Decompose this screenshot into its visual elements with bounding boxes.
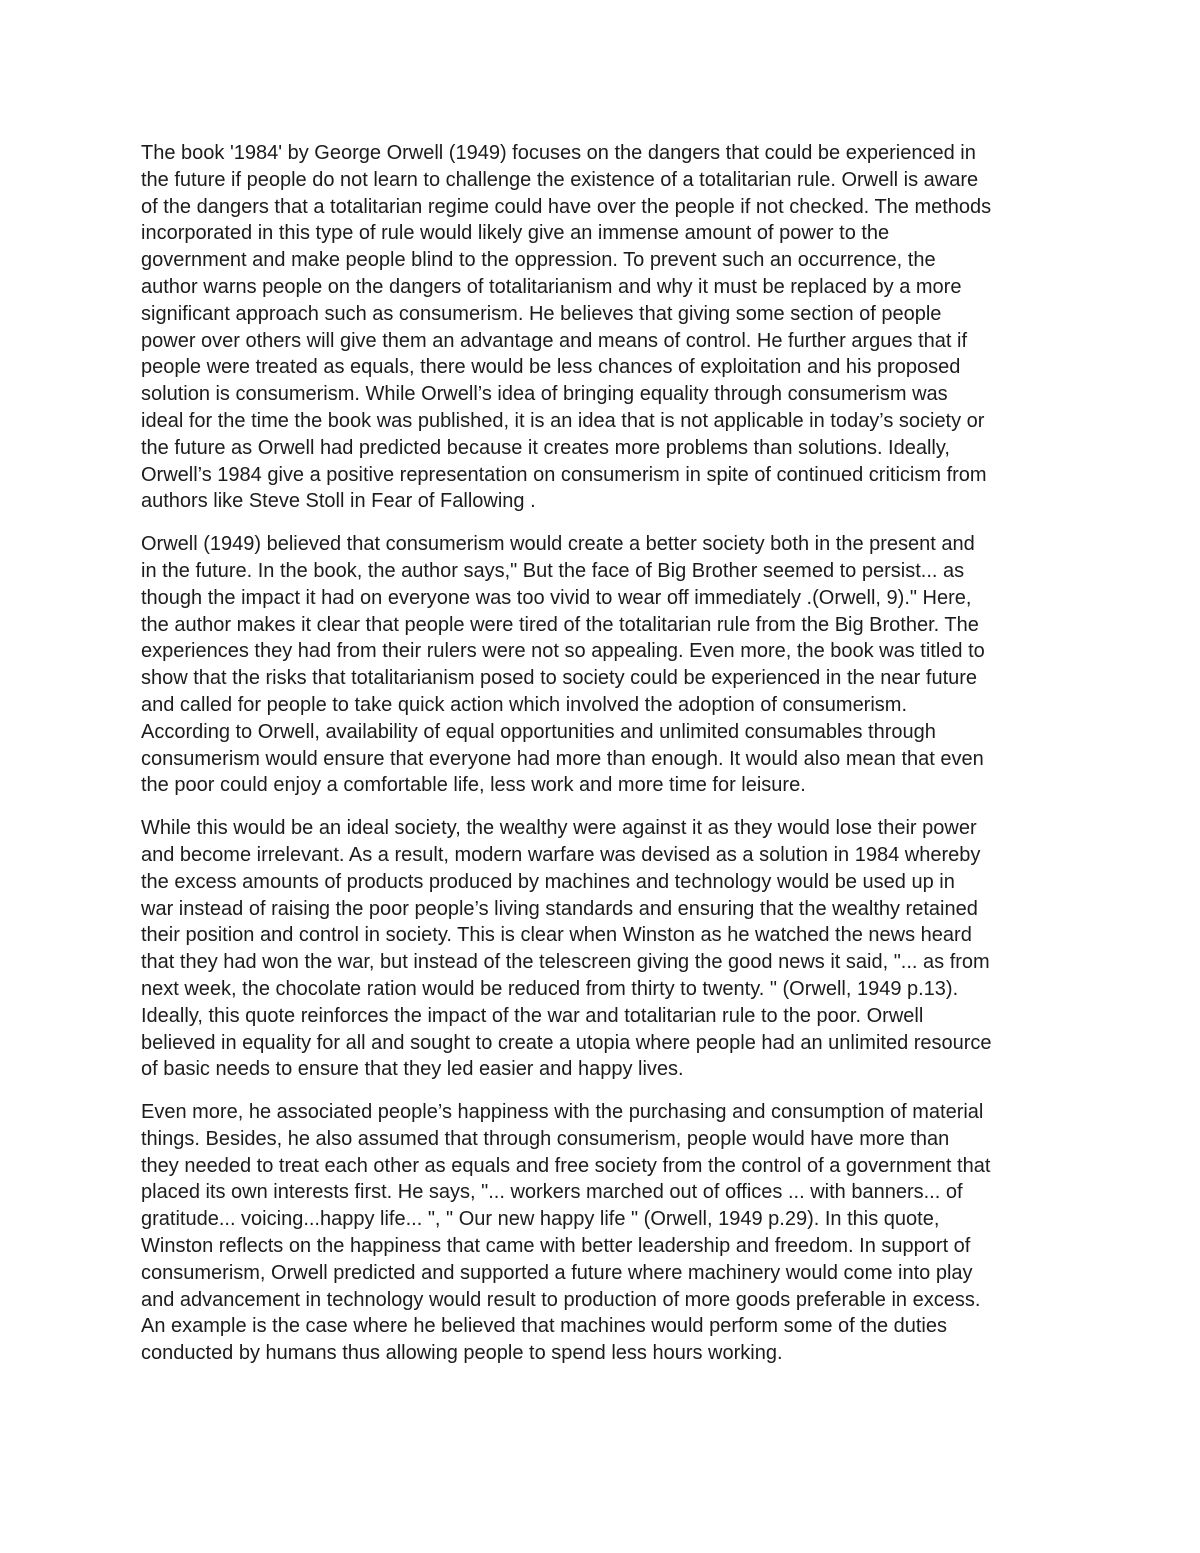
paragraph-4 [141, 1099, 1071, 1367]
text-line: in the future. In the book, the author says," But the face of Big Brother seemed to persist... as [141, 559, 965, 582]
text-line: consumerism would ensure that everyone had more than enough. It would also mean that even [141, 747, 984, 770]
text-line: author warns people on the dangers of totalitarianism and why it must be replaced by a more [141, 275, 962, 298]
text-line: next week, the chocolate ration would be reduced from thirty to twenty. " (Orwell, 1949 p.13). [141, 977, 959, 1000]
text-line: incorporated in this type of rule would likely give an immense amount of power to the [141, 222, 890, 245]
text-line: war instead of raising the poor people’s living standards and ensuring that the wealthy retained [141, 897, 978, 920]
text-line: Ideally, this quote reinforces the impact of the war and totalitarian rule to the poor. Orwell [141, 1004, 924, 1027]
text-line: The book '1984' by George Orwell (1949) focuses on the dangers that could be experienced in [141, 142, 976, 164]
text-line: they needed to treat each other as equals and free society from the control of a government that [141, 1154, 991, 1177]
text-line: the excess amounts of products produced by machines and technology would be used up in [141, 870, 955, 893]
text-line: Winston reflects on the happiness that came with better leadership and freedom. In support of [141, 1235, 971, 1258]
text-line: their position and control in society. This is clear when Winston as he watched the news heard [141, 924, 972, 947]
text-line: the poor could enjoy a comfortable life, less work and more time for leisure. [141, 774, 806, 797]
text-line: power over others will give them an advantage and means of control. He further argues that if [141, 329, 968, 352]
text-line: ideal for the time the book was published, it is an idea that is not applicable in today’s society or [141, 409, 985, 432]
text-line: and advancement in technology would result to production of more goods preferable in excess. [141, 1288, 981, 1311]
text-line: experiences they had from their rulers were not so appealing. Even more, the book was titled to [141, 640, 985, 663]
text-line: Orwell’s 1984 give a positive representation on consumerism in spite of continued criticism from [141, 463, 987, 486]
text-line: According to Orwell, availability of equal opportunities and unlimited consumables through [141, 720, 936, 743]
text-line: and called for people to take quick action which involved the adoption of consumerism. [141, 693, 908, 716]
text-line: An example is the case where he believed that machines would perform some of the duties [141, 1315, 947, 1338]
text-line: and become irrelevant. As a result, modern warfare was devised as a solution in 1984 whereby [141, 843, 981, 866]
text-line: authors like Steve Stoll in Fear of Fallowing . [141, 490, 536, 513]
paragraph-3 [141, 815, 1071, 1083]
text-line: show that the risks that totalitarianism posed to society could be experienced in the near future [141, 667, 978, 690]
document-body [141, 140, 1071, 1383]
text-line: significant approach such as consumerism. He believes that giving some section of people [141, 302, 942, 325]
text-line: of the dangers that a totalitarian regime could have over the people if not checked. The methods [141, 195, 992, 218]
text-line: conducted by humans thus allowing people to spend less hours working. [141, 1342, 783, 1365]
text-line: While this would be an ideal society, the wealthy were against it as they would lose their power [141, 817, 977, 840]
paragraph-2 [141, 531, 1071, 799]
text-line: though the impact it had on everyone was too vivid to wear off immediately .(Orwell, 9)." Here, [141, 586, 972, 609]
text-line: of basic needs to ensure that they led easier and happy lives. [141, 1058, 684, 1081]
text-line: solution is consumerism. While Orwell’s idea of bringing equality through consumerism was [141, 383, 948, 406]
text-line: Orwell (1949) believed that consumerism would create a better society both in the present and [141, 533, 975, 556]
text-line: Even more, he associated people’s happiness with the purchasing and consumption of material [141, 1101, 984, 1124]
text-line: believed in equality for all and sought to create a utopia where people had an unlimited resource [141, 1031, 992, 1054]
text-line: placed its own interests first. He says, "... workers marched out of offices ... with banners... of [141, 1181, 963, 1204]
paragraph-1 [141, 140, 1071, 515]
text-line: the future as Orwell had predicted because it creates more problems than solutions. Ideally, [141, 436, 950, 459]
text-line: that they had won the war, but instead of the telescreen giving the good news it said, "... as from [141, 951, 990, 974]
text-line: the author makes it clear that people were tired of the totalitarian rule from the Big Brother. The [141, 613, 979, 636]
text-line: people were treated as equals, there would be less chances of exploitation and his proposed [141, 356, 961, 379]
text-line: government and make people blind to the oppression. To prevent such an occurrence, the [141, 249, 936, 272]
text-line: things. Besides, he also assumed that through consumerism, people would have more than [141, 1127, 950, 1150]
text-line: gratitude... voicing...happy life... ", " Our new happy life " (Orwell, 1949 p.29). In this quote, [141, 1208, 940, 1231]
text-line: the future if people do not learn to challenge the existence of a totalitarian rule. Orwell is aware [141, 168, 979, 191]
text-line: consumerism, Orwell predicted and supported a future where machinery would come into play [141, 1261, 973, 1284]
